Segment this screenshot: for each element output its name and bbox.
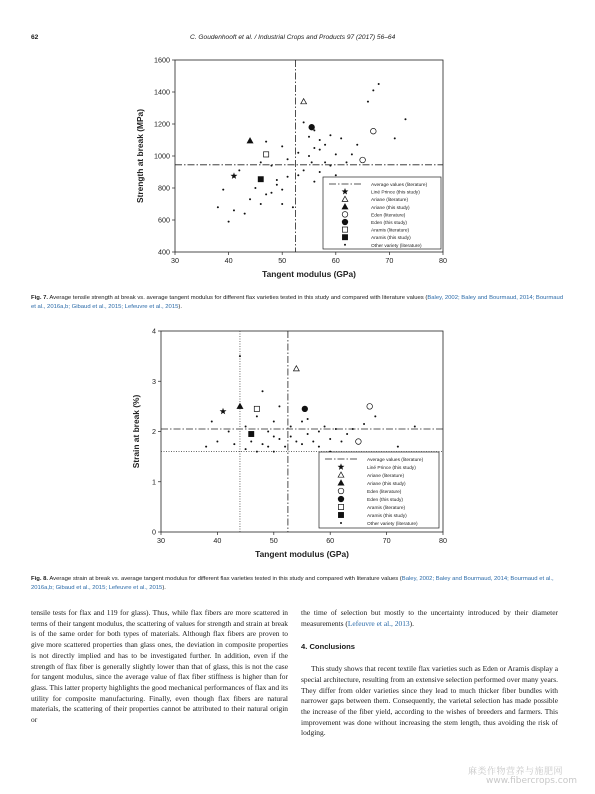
x-tick-label: 50: [278, 256, 287, 265]
x-tick-label: 80: [439, 256, 447, 265]
point-other-variety-literature: [301, 443, 303, 445]
legend-label: Ariane (literature): [367, 474, 405, 479]
point-ariane-literature: [293, 366, 299, 371]
legend-marker: [338, 504, 343, 509]
y-tick-label: 1: [152, 477, 156, 487]
point-other-variety-literature: [335, 428, 337, 430]
point-eden-literature: [356, 439, 362, 445]
legend-label: Eden (literature): [371, 213, 406, 219]
point-other-variety-literature: [205, 446, 207, 448]
point-other-variety-literature: [273, 420, 275, 422]
point-other-variety-literature: [267, 431, 269, 433]
legend-marker: [338, 512, 343, 517]
point-other-variety-literature: [250, 441, 252, 443]
legend-label: Other variety (literature): [367, 522, 418, 527]
point-other-variety-literature: [318, 446, 320, 448]
legend-label: Eden (literature): [367, 490, 402, 495]
point-other-variety-literature: [239, 355, 241, 357]
point-other-variety-literature: [307, 433, 309, 435]
fig7-caption-end: ).: [178, 304, 182, 310]
point-aramis-literature: [254, 406, 259, 411]
point-other-variety-literature: [245, 448, 247, 450]
journal-header: C. Goudenhooft et al. / Industrial Crops and Products 97 (2017) 56–64: [190, 34, 396, 41]
x-tick-label: 60: [331, 256, 340, 265]
y-tick-label: 1400: [154, 87, 170, 97]
legend-label: Ariane (this study): [367, 482, 406, 487]
legend-marker: [338, 488, 344, 494]
x-tick-label: 60: [326, 536, 335, 545]
y-tick-label: 1600: [154, 55, 170, 65]
point-other-variety-literature: [211, 420, 213, 422]
point-other-variety-literature: [318, 431, 320, 433]
fig8-caption-end: ).: [162, 585, 166, 591]
body-paragraph-left: tensile tests for flax and 119 for glass). Thus, while flax fibers are more scattered in terms of their tangent modulus, the scattering of values for strength and strain at break is of the same order for both types of materials. Although flax fibers are proven to give more scattered properties than glass ones, the deviation in composite properties is not directly implied and has to be investigated further. In addition, even if the strength of flax fiber is generally slightly lower than that of glass, this is not the case for tangent modulus, since the average value of flax fiber stiffness is higher than for glass. This latter property highlights the good mechanical performances of flax and its utility for composite manufacturing. Finally, even though flax fibers are natural materials, the scattering of their properties cannot be attributed to their natural origin or: [31, 608, 288, 725]
left-column: [31, 608, 288, 726]
y-tick-label: 400: [158, 247, 170, 257]
x-tick-label: 40: [213, 536, 222, 545]
y-tick-label: 2: [152, 427, 156, 436]
legend-label: Liné Prince (this study): [371, 190, 420, 196]
point-other-variety-literature: [273, 451, 275, 453]
point-other-variety-literature: [352, 428, 354, 430]
legend-label: Ariane (this study): [371, 205, 410, 211]
point-other-variety-literature: [278, 438, 280, 440]
point-other-variety-literature: [295, 441, 297, 443]
legend-label: Average values (literature): [371, 183, 428, 188]
point-other-variety-literature: [245, 425, 247, 427]
point-other-variety-literature: [278, 405, 280, 407]
right-para-text: the time of selection but mostly to the uncertainty introduced by their diameter measurements (: [301, 608, 558, 628]
y-tick-label: 600: [158, 215, 170, 225]
x-axis-title: Tangent modulus (GPa): [255, 549, 349, 559]
section-title: 4. Conclusions: [301, 642, 356, 652]
point-other-variety-literature: [262, 443, 264, 445]
x-tick-label: 70: [382, 536, 391, 545]
fig8-caption-text: Average strain at break vs. average tangent modulus for different flax varieties tested in this study and compared with literature values (: [48, 576, 402, 582]
y-tick-label: 800: [158, 183, 170, 193]
y-tick-label: 1200: [154, 119, 170, 129]
point-other-variety-literature: [262, 390, 264, 392]
x-tick-label: 30: [171, 256, 179, 265]
y-tick-label: 4: [152, 326, 156, 336]
point-other-variety-literature: [363, 423, 365, 425]
legend-label: Other variety (literature): [371, 243, 422, 249]
point-other-variety-literature: [301, 420, 303, 422]
point-other-variety-literature: [340, 441, 342, 443]
legend-marker: [340, 522, 342, 524]
page-number: 62: [31, 34, 39, 41]
legend-label: Aramis (literature): [367, 506, 406, 511]
point-eden-this-study: [302, 406, 308, 412]
x-tick-label: 30: [157, 536, 165, 545]
point-other-variety-literature: [256, 451, 258, 453]
point-other-variety-literature: [329, 438, 331, 440]
watermark-chinese: 麻类作物营养与施肥网: [468, 767, 564, 777]
legend-label: Eden (this study): [371, 221, 407, 226]
point-other-variety-literature: [216, 441, 218, 443]
right-para-end: ).: [409, 618, 414, 628]
y-tick-label: 3: [152, 376, 156, 386]
point-other-variety-literature: [290, 425, 292, 427]
point-other-variety-literature: [414, 425, 416, 427]
legend-marker: [338, 496, 344, 502]
fig7-caption-text: Average tensile strength at break vs. average tangent modulus for different flax varieties tested in this study and compared with literature values (: [48, 295, 428, 301]
point-other-variety-literature: [273, 436, 275, 438]
point-ariane-this-study: [237, 403, 243, 408]
point-other-variety-literature: [284, 446, 286, 448]
legend-label: Aramis (this study): [367, 514, 407, 519]
point-other-variety-literature: [256, 415, 258, 417]
body-paragraph-right: [301, 608, 558, 629]
fig8-label: Fig. 8.: [31, 576, 49, 582]
fig7-label: Fig. 7.: [31, 295, 49, 301]
fig7-caption-refs[interactable]: Baley, 2002; Baley and Bourmaud, 2014; Bourmaud et al., 2016a,b; Gibaud et al., 2015; Lefeuvre et al., 2015: [31, 295, 564, 310]
point-other-variety-literature: [312, 441, 314, 443]
x-axis-title: Tangent modulus (GPa): [262, 269, 356, 279]
point-other-variety-literature: [290, 436, 292, 438]
right-column: [301, 608, 558, 739]
figure-8-caption: [31, 575, 566, 593]
x-tick-label: 40: [224, 256, 233, 265]
point-eden-literature: [367, 404, 373, 410]
point-other-variety-literature: [228, 431, 230, 433]
point-other-variety-literature: [233, 443, 235, 445]
point-other-variety-literature: [374, 415, 376, 417]
right-para-ref[interactable]: Lefeuvre et al., 2013: [347, 618, 410, 628]
legend-label: Ariane (literature): [371, 198, 409, 204]
x-tick-label: 70: [385, 256, 394, 265]
y-axis-title: Strength at break (MPa): [135, 108, 145, 204]
y-tick-label: 0: [152, 527, 156, 537]
point-other-variety-literature: [346, 433, 348, 435]
point-other-variety-literature: [324, 425, 326, 427]
point-other-variety-literature: [307, 418, 309, 420]
y-tick-label: 1000: [154, 151, 170, 161]
point-lin-prince-this-study: [220, 408, 227, 415]
x-tick-label: 80: [439, 536, 447, 545]
y-axis-title: Strain at break (%): [131, 394, 141, 469]
legend-label: Eden (this study): [367, 498, 403, 503]
legend-label: Aramis (literature): [371, 228, 410, 234]
conclusion-paragraph: This study shows that recent textile flax varieties such as Eden or Aramis display a special architecture, resulting from an extensive selection performed over many years. They differ from older varieties since they lead to much thicker fiber bundles with narrower gaps between them. Consequently, the varietal selection has made possible the increase of the fiber yield, according to the wishes of breeders and farmers. This improvement was done without increasing the stem length, thus avoiding the risk of lodging.: [301, 664, 558, 738]
x-tick-label: 50: [269, 536, 278, 545]
point-other-variety-literature: [267, 446, 269, 448]
legend-label: Average values (literature): [367, 458, 424, 463]
watermark-url: www.fibercrops.com: [486, 776, 577, 786]
point-other-variety-literature: [397, 446, 399, 448]
legend-label: Liné Prince (this study): [367, 466, 416, 471]
fig8-caption-refs[interactable]: Baley, 2002; Baley and Bourmaud, 2014; Bourmaud et al., 2016a,b; Gibaud et al., 2015; Lefeuvre et al., 2015: [31, 576, 554, 591]
legend-label: Aramis (this study): [371, 236, 411, 242]
point-aramis-this-study: [249, 431, 254, 436]
